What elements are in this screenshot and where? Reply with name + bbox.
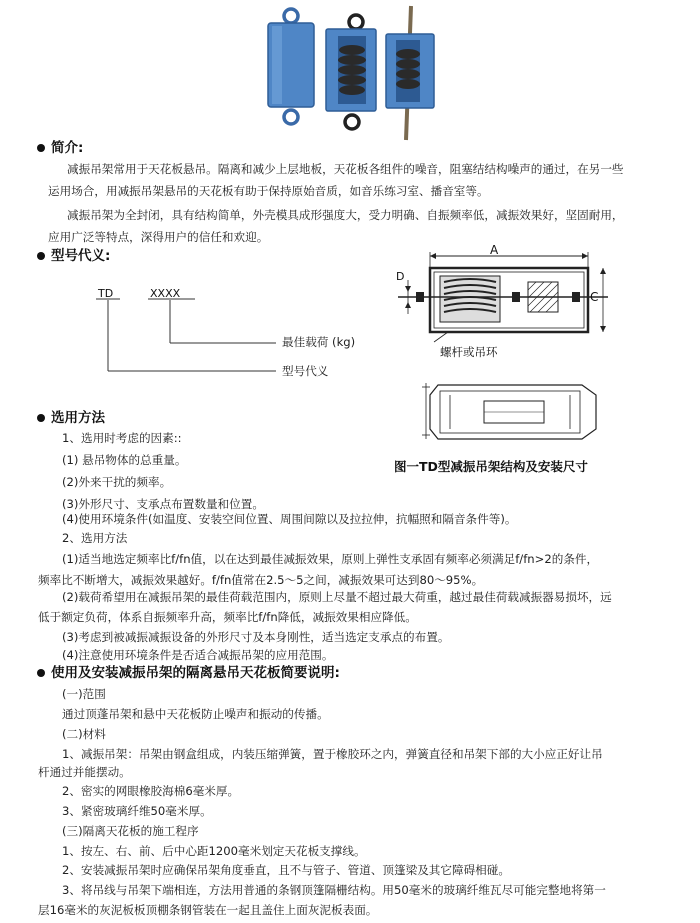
intro-para2-line1: 减振吊架为全封闭，具有结构简单，外壳模具成形强度大，受力明确、自振频率低，减振效果好，坚固耐用， [67, 208, 624, 222]
model-label-load: 最佳载荷 (kg) [282, 335, 356, 349]
selection-line: 1、选用时考虑的因素:: [62, 431, 182, 445]
bolt-label: 螺杆或吊环 [440, 345, 498, 359]
install-line: (二)材料 [62, 727, 106, 741]
bullet-icon [37, 144, 45, 152]
model-label-model: 型号代义 [282, 364, 329, 378]
model-code-xxxx: XXXX [150, 287, 181, 300]
bullet-icon [37, 252, 45, 260]
install-line: 3、紧密玻璃纤维50毫米厚。 [62, 804, 212, 818]
selection-line: (1) 悬吊物体的总重量。 [62, 453, 187, 467]
hanger-with-rod [386, 6, 434, 140]
dim-label-a: A [490, 243, 499, 257]
install-line: 层16毫米的灰泥板板顶棚条钢管装在一起且盖住上面灰泥板表面。 [38, 903, 378, 917]
hanger-section-diagram [388, 242, 618, 364]
dim-label-d: D [396, 270, 405, 283]
selection-line: (1)适当地选定频率比f/fn值，以在达到最佳减振效果，原则上弹性支承固有频率必须满足f/fn>2的条件， [62, 552, 599, 566]
install-line: 2、安装减振吊架时应确保吊架角度垂直，且不与管子、管道、顶篷梁及其它障碍相碰。 [62, 863, 510, 877]
hanger-top-view-diagram [420, 381, 600, 443]
selection-line: (4)使用环境条件(如温度、安装空间位置、周围间隙以及拉拉伸，抗幅照和隔音条件等)。 [62, 512, 517, 526]
diagram-caption: 图一TD型减振吊架结构及安装尺寸 [394, 459, 588, 474]
install-line: (三)隔离天花板的施工程序 [62, 824, 199, 838]
selection-line: (3)外形尺寸、支承点布置数量和位置。 [62, 497, 264, 511]
hanger-open [326, 15, 376, 129]
section-title-selection: 选用方法 [51, 410, 105, 426]
selection-line: (2)载荷希望用在减振吊架的最佳荷载范围内，原则上尽量不超过最大荷重，越过最佳荷载减振器易损坏，远 [62, 590, 612, 604]
selection-line: 频率比不断增大，减振效果越好。f/fn值常在2.5～5之间，减振效果可达到80～95%。 [38, 573, 484, 587]
section-title-install: 使用及安装减振吊架的隔离悬吊天花板简要说明: [51, 665, 340, 681]
selection-line: (2)外来干扰的频率。 [62, 475, 172, 489]
install-line: 杆通过并能摆动。 [38, 765, 131, 779]
selection-line: 低于额定负荷，体系自振频率升高，频率比f/fn降低，减振效果相应降低。 [38, 610, 417, 624]
section-title-intro: 简介: [51, 140, 84, 156]
dim-label-c: C [590, 290, 599, 304]
intro-para2-line2: 应用广泛等特点，深得用户的信任和欢迎。 [48, 230, 269, 244]
model-code-td: TD [98, 287, 114, 300]
install-line: 1、减振吊架：吊架由钢盒组成，内装压缩弹簧，置于橡胶环之内，弹簧直径和吊架下部的大小应正好让吊 [62, 747, 603, 761]
install-line: 3、将吊线与吊架下端相连，方法用普通的条钢顶篷隔栅结构。用50毫米的玻璃纤维瓦尽可能完整地将第一 [62, 883, 606, 897]
intro-para1-line1: 减振吊架常用于天花板悬吊。隔离和减少上层地板，天花板各组件的噪音，阻塞结结构噪声的通过，在另一些 [67, 162, 624, 176]
bullet-icon [37, 414, 45, 422]
intro-para1-line2: 运用场合，用减振吊架悬吊的天花板有助于保持原始音质，如音乐练习室、播音室等。 [48, 184, 489, 198]
bullet-icon [37, 669, 45, 677]
section-title-model: 型号代义: [51, 248, 111, 264]
selection-line: (4)注意使用环境条件是否适合减振吊架的应用范围。 [62, 648, 334, 662]
install-line: (一)范围 [62, 687, 106, 701]
install-line: 1、按左、右、前、后中心距1200毫米划定天花板支撑线。 [62, 844, 366, 858]
install-line: 2、密实的网眼橡胶海棉6毫米厚。 [62, 784, 240, 798]
hanger-closed [268, 9, 314, 124]
install-line: 通过顶蓬吊架和悬中天花板防止噪声和振动的传播。 [62, 707, 329, 721]
selection-line: (3)考虑到被减振减振设备的外形尺寸及本身刚性，适当选定支承点的布置。 [62, 630, 450, 644]
product-photo [246, 4, 456, 144]
selection-line: 2、选用方法 [62, 531, 128, 545]
